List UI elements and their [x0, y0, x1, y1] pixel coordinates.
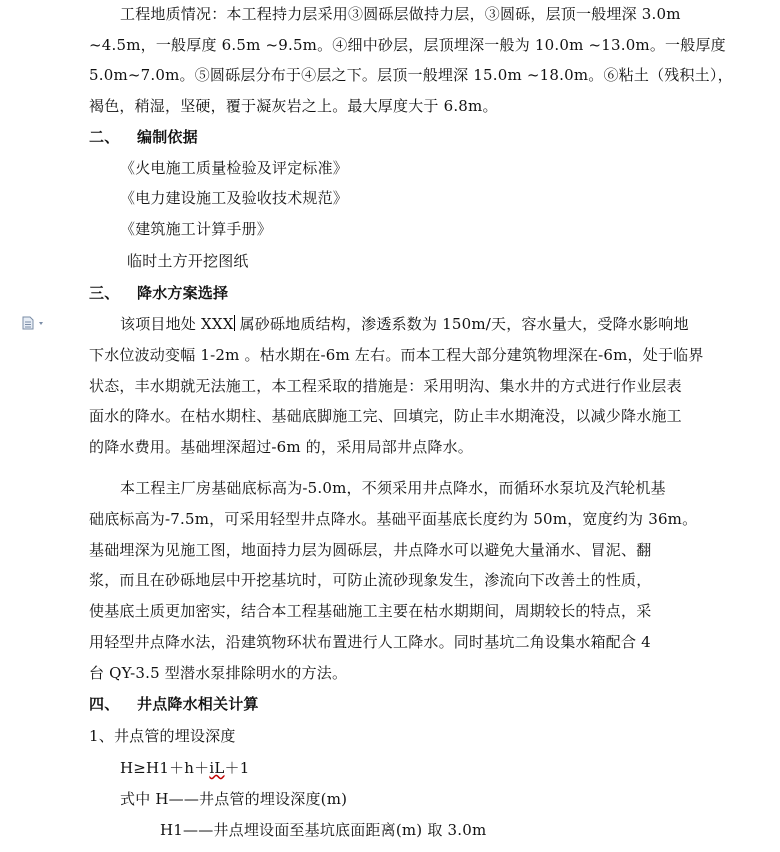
document-icon[interactable]: [22, 315, 48, 329]
heading-3-title: 降水方案选择: [137, 284, 229, 302]
para1-line3: 5.0m~7.0m。⑤圆砾层分布于④层之下。层顶一般埋深 15.0m ~18.0m。⑥粘土（残积土），: [89, 66, 733, 84]
heading-4-number: 四、: [89, 695, 120, 713]
para1-line4: 褐色，稍湿，坚硬，覆于凝灰岩之上。最大厚度大于 6.8m。: [89, 97, 498, 115]
para2-line1: [120, 314, 689, 334]
para2-line1-end: 属砂砾地质结构，渗透系数为 150m/天，容水量大，受降水影响地: [234, 315, 689, 333]
heading-2-number: 二、: [89, 128, 120, 146]
para3-line3: 基础埋深为见施工图，地面持力层为圆砾层，井点降水可以避免大量涌水、冒泥、翻: [89, 541, 652, 559]
reference-1: 《火电施工质量检验及评定标准》: [120, 159, 349, 177]
formula-1-part-b: iL: [209, 759, 225, 777]
formula-1-part-a: H≥H1＋h＋: [120, 759, 210, 777]
para3-line4: 浆，而且在砂砾地层中开挖基坑时，可防止流砂现象发生，渗流向下改善土的性质，: [89, 571, 652, 589]
para1-line1: 工程地质情况：本工程持力层采用③圆砾层做持力层，③圆砾，层顶一般埋深 3.0m: [120, 5, 681, 23]
heading-2-title: 编制依据: [137, 128, 198, 146]
para3-line5: 使基底土质更加密实，结合本工程基础施工主要在枯水期期间，周期较长的特点，采: [89, 602, 652, 620]
reference-3: 《建筑施工计算手册》: [120, 220, 273, 238]
reference-2: 《电力建设施工及验收技术规范》: [120, 189, 349, 207]
heading-4-title: 井点降水相关计算: [137, 695, 259, 713]
formula-1: [120, 758, 249, 778]
heading-3-number: 三、: [89, 284, 120, 302]
para2-line1-start: 该项目地处 XXX: [120, 315, 234, 333]
para3-line2: 础底标高为-7.5m，可采用轻型井点降水。基础平面基底长度约为 50m，宽度约为 36m。: [89, 510, 698, 528]
formula-definition-h: 式中 H——井点管的埋设深度(m): [120, 790, 348, 808]
para3-line1: 本工程主厂房基础底标高为-5.0m，不须采用井点降水，而循环水泵坑及汽轮机基: [120, 479, 666, 497]
para1-line2: ~4.5m，一般厚度 6.5m ~9.5m。④细中砂层，层顶埋深一般为 10.0m ~13.0m。一般厚度: [89, 36, 726, 54]
formula-definition-h1: H1——井点埋设面至基坑底面距离(m) 取 3.0m: [160, 821, 487, 839]
para2-line3: 状态，丰水期就无法施工，本工程采取的措施是：采用明沟、集水井的方式进行作业层表: [89, 377, 682, 395]
para3-line6: 用轻型井点降水法，沿建筑物环状布置进行人工降水。同时基坑二角设集水箱配合 4: [89, 633, 651, 651]
para2-line5: 的降水费用。基础埋深超过-6m 的，采用局部井点降水。: [89, 438, 474, 456]
subsection-1: 1、井点管的埋设深度: [89, 727, 236, 745]
para2-line2: 下水位波动变幅 1-2m 。枯水期在-6m 左右。而本工程大部分建筑物埋深在-6m，处于临界: [89, 346, 704, 364]
para3-line7: 台 QY-3.5 型潜水泵排除明水的方法。: [89, 664, 348, 682]
formula-1-part-c: ＋1: [224, 759, 250, 777]
para2-line4: 面水的降水。在枯水期柱、基础底脚施工完、回填完，防止丰水期淹没，以减少降水施工: [89, 407, 682, 425]
reference-4: 临时土方开挖图纸: [127, 252, 249, 270]
